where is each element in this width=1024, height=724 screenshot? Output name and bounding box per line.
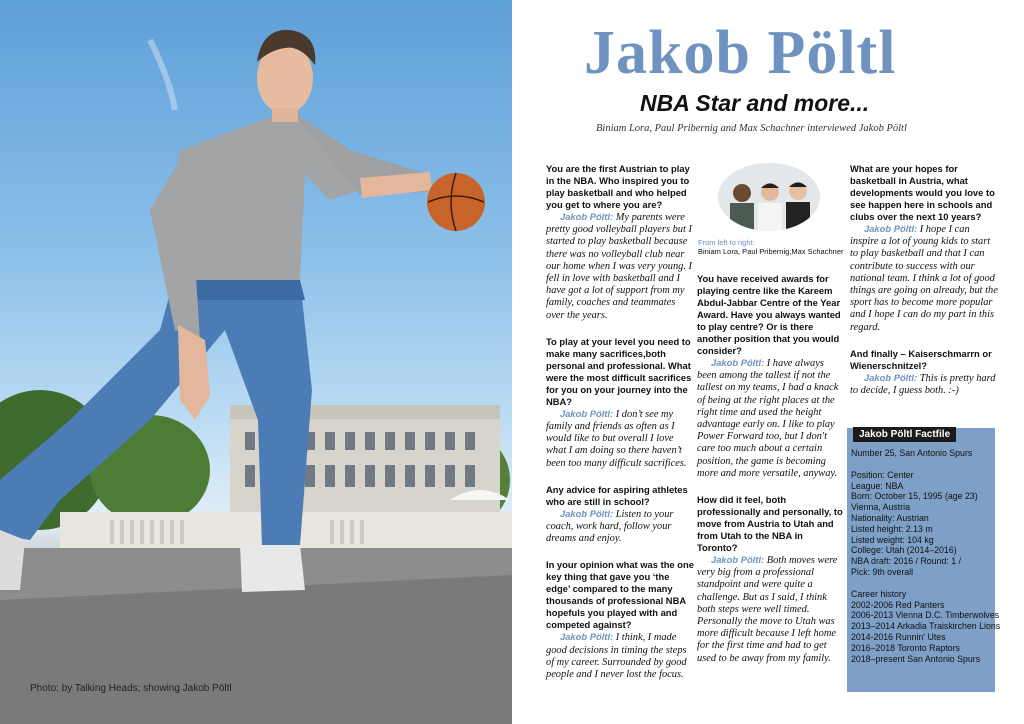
career-history-item: 2014-2016 Runnin' Utes [851, 631, 946, 642]
fact-college: College: Utah (2014–2016) [851, 545, 957, 556]
article-page [512, 0, 1024, 724]
fact-number: Number 25, San Antonio Spurs [851, 448, 973, 458]
answer-5 [697, 357, 845, 480]
question-2: To play at your level you need to make many sacrifices,both personal and professional. What were the most difficult sacrifices for you on your journey into the NBA? [546, 335, 692, 407]
career-history-item: 2006-2013 Vienna D.C. Timberwolves [851, 610, 1000, 621]
speaker-label: Jakob Pöltl: [560, 507, 614, 519]
article-title: Jakob Pöltl [584, 19, 897, 87]
fact-league: League: NBA [851, 480, 904, 491]
answer-text: I have always been among the tallest if not the tallest on my teams, I had a knack of being at the right places at the right time and used the height advantage early on. I like to play Power Forward too, but I don't care too much about a certain position, the game is becoming more and more versatile, anyway. [697, 358, 839, 479]
column-2 [697, 273, 845, 679]
answer-text: This is pretty hard to decide, I guess both. :-) [850, 372, 996, 397]
article-subtitle: NBA Star and more... [640, 90, 870, 116]
caption-names: Biniam Lora, Paul Pribernig,Max Schachner [698, 247, 844, 256]
answer-text: I think, I made good decisions in timing the steps of my career. Surrounded by good people and I never lost the focus. [546, 632, 687, 681]
question-7: What are your hopes for basketball in Austria, what developments would you love to see happen here in schools and clubs over the next 10 years? [850, 163, 995, 222]
speaker-label: Jakob Pöltl: [711, 357, 765, 368]
career-history-item: 2013–2014 Arkadia Traiskirchen Lions [851, 621, 1001, 632]
answer-8 [850, 372, 998, 397]
answer-3 [546, 508, 694, 546]
answer-6 [697, 554, 845, 665]
speaker-label: Jakob Pöltl: [560, 407, 614, 419]
fact-draft: NBA draft: 2016 / Round: 1 / [851, 556, 962, 567]
fact-pick: Pick: 9th overall [851, 566, 914, 577]
interviewers-caption [698, 238, 848, 256]
question-5: You have received awards for playing centre like the Kareem Abdul-Jabbar Centre of the Year Award. Have you always wanted to play centre? Or is there another position that you would consider? [697, 273, 841, 356]
answer-text: I hope I can inspire a lot of young kids to start to play basketball and that I can contribute to success with our national team. I think a lot of good things are going on already, but the sport has to become more popular and I hope I can do my part in this regard. [850, 224, 998, 333]
speaker-label: Jakob Pöltl: [864, 371, 918, 383]
fact-position: Position: Center [851, 469, 914, 480]
factfile-box [847, 428, 1001, 692]
photo-caption: Photo: by Talking Heads; showing Jakob Pöltl [30, 683, 232, 694]
fact-nationality: Nationality: Austrian [851, 512, 929, 523]
column-3 [850, 163, 998, 411]
career-history-item: 2016–2018 Toronto Raptors [851, 642, 960, 653]
interviewers-illustration [718, 163, 820, 231]
speaker-label: Jakob Pöltl: [560, 211, 614, 222]
fact-height: Listed height: 2.13 m [851, 523, 933, 534]
answer-2 [546, 408, 694, 470]
question-3: Any advice for aspiring athletes who are still in school? [546, 483, 688, 507]
fact-weight: Listed weight: 104 kg [851, 534, 934, 545]
question-8: And finally – Kaiserschmarrn or Wienerschnitzel? [850, 347, 992, 371]
caption-label: From left to right: [698, 238, 755, 247]
answer-7 [850, 223, 998, 334]
answer-4 [546, 631, 694, 681]
question-4: In your opinion what was the one key thing that gave you ‘the edge’ compared to the many thousands of professional NBA hopefuls you played with and competed against? [546, 559, 694, 631]
column-1 [546, 163, 694, 695]
speaker-label: Jakob Pöltl: [560, 631, 614, 643]
answer-1 [546, 211, 694, 322]
question-6: How did it feel, both professionally and personally, to move from Austria to Utah and from Utah to the NBA in Toronto? [697, 494, 843, 554]
answer-text: My parents were pretty good volleyball players but I started to play basketball because there was no volleyball club near our home when I was very young. I fell in love with basketball and I have got a lot of support from my family, coaches and teammates over the years. [546, 212, 693, 321]
fact-birthplace: Vienna, Austria [851, 502, 911, 513]
speaker-label: Jakob Pöltl: [711, 554, 765, 566]
answer-text: I don’t see my family and friends as often as I would like to but overall I love what I am doing so there haven’t been too many difficult sacrifices. [546, 408, 687, 469]
career-history-item: 2018–present San Antonio Spurs [851, 653, 981, 664]
fact-born: Born: October 15, 1995 (age 23) [851, 491, 978, 502]
question-1: You are the first Austrian to play in the NBA. Who inspired you to play basketball and who helped you get to where you are? [546, 163, 690, 210]
article-byline: Biniam Lora, Paul Pribernig and Max Schachner interviewed Jakob Pöltl [596, 123, 907, 134]
speaker-label: Jakob Pöltl: [864, 223, 918, 234]
career-history-item: 2002-2006 Red Panters [851, 599, 945, 610]
answer-text: Listen to your coach, work hard, follow your dreams and enjoy. [546, 508, 674, 545]
career-history-heading: Career history [851, 588, 907, 599]
factfile-heading: Jakob Pöltl Factfile [853, 427, 956, 442]
answer-text: Both moves were very big from a professional standpoint and were quite a challenge. But as I said, I think both steps were well timed. Personally the move to Utah was more difficult because I left home for the first time and had to get used to be away from my family. [697, 555, 838, 664]
interviewers-photo [718, 163, 820, 231]
